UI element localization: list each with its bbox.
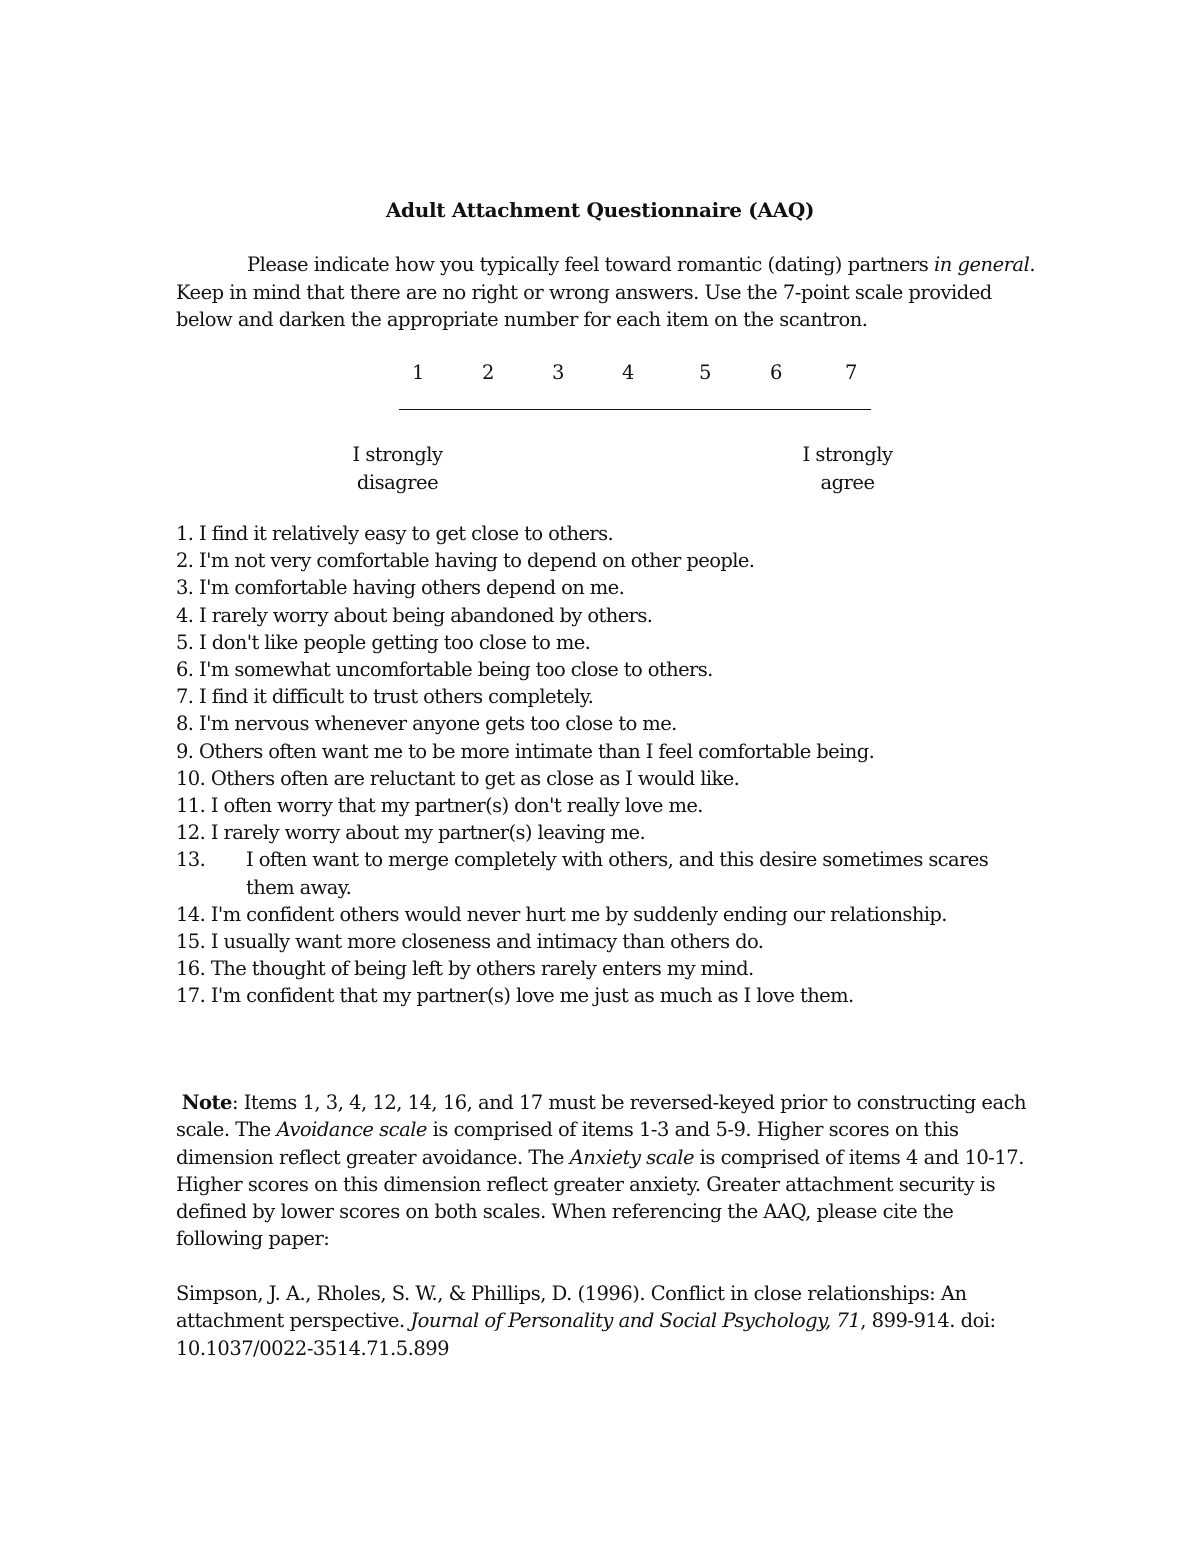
note-label: Note [181, 1091, 232, 1114]
item-text: I'm nervous whenever anyone gets too close to me. [199, 712, 677, 736]
item-text: I rarely worry about my partner(s) leaving me. [210, 821, 646, 845]
scale-number: 1 [412, 361, 425, 384]
item-number: 5. [176, 630, 194, 654]
list-item [176, 710, 1036, 737]
list-item [176, 928, 1036, 955]
note-text-1: : Items 1, 3, 4, 12, 14, 16, and 17 must be reversed-keyed prior to constructing each scale. The [176, 1091, 1027, 1142]
scale-number: 4 [622, 361, 635, 384]
item-text: I find it difficult to trust others completely. [199, 685, 594, 709]
anchor-line: I strongly [352, 443, 443, 466]
scale-anchor-disagree [340, 441, 455, 497]
item-number: 1. [176, 522, 194, 545]
list-item [176, 955, 1036, 982]
list-item [176, 982, 1036, 1009]
avoidance-scale-term: Avoidance scale [276, 1118, 427, 1142]
item-text: I usually want more closeness and intimacy than others do. [210, 930, 764, 954]
scale-number: 6 [770, 361, 783, 384]
item-text: Others often are reluctant to get as close as I would like. [210, 766, 740, 790]
citation-text-2: , 899-914. doi: 10.1037/0022-3514.71.5.899 [176, 1309, 996, 1360]
anchor-line: agree [820, 471, 875, 494]
anchor-line: I strongly [802, 443, 893, 466]
instructions-text-2: . Keep in mind that there are no right or wrong answers. Use the 7-point scale provided below and darken the appropriate number for each item on the scantron. [176, 253, 1036, 331]
item-number: 12. [176, 821, 206, 845]
item-number: 2. [176, 549, 194, 573]
list-item [176, 819, 1036, 846]
scale-number: 3 [552, 361, 565, 384]
list-item [176, 683, 1036, 710]
list-item [176, 738, 1036, 765]
citation [176, 1280, 1036, 1362]
item-number: 3. [176, 576, 194, 600]
list-item [176, 792, 1036, 819]
scale-number: 7 [845, 361, 858, 384]
scale-number: 5 [699, 361, 712, 384]
note-text-2: is comprised of items 1-3 and 5-9. Higher scores on this dimension reflect greater avoidance. The [176, 1118, 959, 1169]
item-number: 4. [176, 603, 194, 627]
item-text: I rarely worry about being abandoned by others. [199, 603, 653, 627]
citation-journal: Journal of Personality and Social Psychology, 71 [410, 1309, 861, 1333]
list-item [176, 547, 1036, 574]
item-text: I'm confident others would never hurt me by suddenly ending our relationship. [210, 902, 947, 926]
list-item [176, 602, 1036, 629]
list-item [176, 629, 1036, 656]
note-text-3: is comprised of items 4 and 10-17. Higher scores on this dimension reflect greater anxiety. Greater attachment security is defined by lower scores on both scales. When referencing the AAQ, please cite the following paper: [176, 1145, 1024, 1251]
list-item [176, 520, 1036, 547]
item-number: 10. [176, 766, 206, 790]
scale-anchor-agree [790, 441, 905, 497]
item-text: I'm comfortable having others depend on me. [199, 576, 625, 600]
item-list [176, 520, 1036, 1010]
item-number: 7. [176, 685, 194, 709]
list-item [176, 656, 1036, 683]
citation-text-1: Simpson, J. A., Rholes, S. W., & Phillips, D. (1996). Conflict in close relationships: An attachment perspective. [176, 1282, 967, 1333]
item-number: 14. [176, 902, 206, 926]
item-text: The thought of being left by others rarely enters my mind. [210, 957, 754, 981]
scoring-note [176, 1089, 1036, 1253]
item-text: I often want to merge completely with others, and this desire sometimes scares them away. [246, 848, 989, 899]
item-number: 17. [176, 984, 206, 1008]
item-number: 9. [176, 739, 194, 763]
item-number: 11. [176, 794, 206, 818]
item-text: I don't like people getting too close to me. [199, 630, 591, 654]
anchor-line: disagree [356, 471, 439, 494]
item-number: 16. [176, 957, 206, 981]
item-text: I'm somewhat uncomfortable being too close to others. [199, 658, 713, 682]
list-item [176, 846, 1036, 900]
list-item [176, 765, 1036, 792]
instructions-paragraph [176, 251, 1036, 334]
list-item [176, 901, 1036, 928]
item-number: 13. [176, 848, 206, 872]
item-text: I'm not very comfortable having to depend on other people. [199, 549, 755, 573]
item-number: 6. [176, 658, 194, 682]
scale-line [399, 409, 871, 410]
list-item [176, 574, 1036, 601]
instructions-text-1: Please indicate how you typically feel toward romantic (dating) partners [247, 253, 934, 276]
anxiety-scale-term: Anxiety scale [569, 1145, 694, 1169]
instructions-emphasis: in general [934, 253, 1030, 276]
item-text: Others often want me to be more intimate than I feel comfortable being. [199, 739, 875, 763]
item-text: I often worry that my partner(s) don't really love me. [210, 794, 703, 818]
scale-number: 2 [482, 361, 495, 384]
item-number: 15. [176, 930, 206, 954]
page-title: Adult Attachment Questionnaire (AAQ) [385, 198, 815, 222]
item-number: 8. [176, 712, 194, 736]
item-text: I'm confident that my partner(s) love me just as much as I love them. [210, 984, 854, 1008]
item-text: I find it relatively easy to get close to others. [199, 522, 614, 545]
